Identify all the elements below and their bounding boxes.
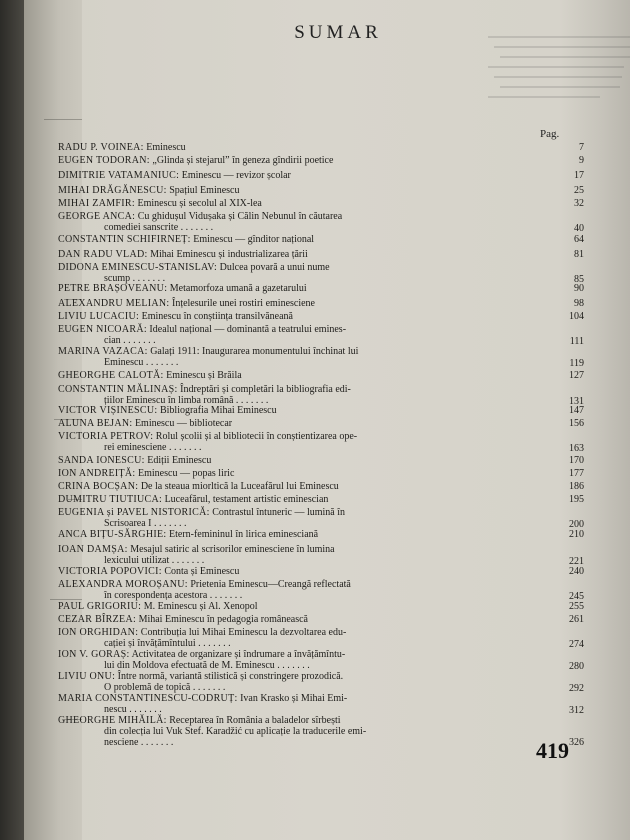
- show-through-line: [500, 86, 620, 88]
- toc-entry: [58, 142, 586, 153]
- toc-entry-author: ANCA BIȚU-SĂRGHIE:: [58, 529, 167, 540]
- toc-entry-page: 163: [569, 443, 584, 454]
- toc-page: [58, 0, 630, 840]
- toc-entry-author: VICTORIA POPOVICI:: [58, 566, 162, 577]
- toc-entry-page: 119: [569, 358, 584, 369]
- toc-entry-page: 17: [574, 170, 584, 181]
- toc-entry: [58, 455, 586, 466]
- toc-entry-page: 90: [574, 283, 584, 294]
- toc-entry-page: 312: [569, 705, 584, 716]
- toc-entry-author: GEORGE ANCA:: [58, 211, 136, 222]
- toc-entry-title: Eminescu în conștiința transilvăneană: [141, 311, 293, 322]
- toc-entry-author: IOAN DAMȘA:: [58, 544, 128, 555]
- toc-entry-title: „Glinda și stejarul” în geneza gîndirii poetice: [152, 155, 334, 166]
- show-through-line: [494, 46, 630, 48]
- toc-entry-page: 147: [569, 405, 584, 416]
- toc-entry: [58, 494, 586, 505]
- toc-entry-page: 25: [574, 185, 584, 196]
- toc-entry-title: Mihai Eminescu și industrializarea țării: [150, 249, 308, 260]
- toc-entry: [58, 170, 586, 181]
- page-title: SUMAR: [294, 22, 382, 43]
- toc-entry-author: MIHAI ZAMFIR:: [58, 198, 135, 209]
- toc-entry: [58, 614, 586, 625]
- toc-entry-page: 186: [569, 481, 584, 492]
- toc-entry-page: 32: [574, 198, 584, 209]
- toc-entry-page: 104: [569, 311, 584, 322]
- toc-entry-title-continued: O problemă de topică . . . . . . .: [104, 682, 226, 693]
- toc-entry-page: 280: [569, 661, 584, 672]
- toc-entry-title-continued: nescu . . . . . . .: [104, 704, 162, 715]
- toc-entry-title: Eminescu și Brăila: [166, 370, 242, 381]
- toc-entry-title-continued: nesciene . . . . . . .: [104, 737, 174, 748]
- toc-entry-author: DAN RADU VLAD:: [58, 249, 148, 260]
- toc-entry-title: Etern-femininul în lirica eminesciană: [168, 529, 319, 540]
- toc-entry-author: ION ANDREIȚĂ:: [58, 468, 136, 479]
- toc-entry-author: CRINA BOCȘAN:: [58, 481, 139, 492]
- toc-entry: [58, 155, 586, 166]
- toc-entry-title: Îndreptări și completări la bibliografia edi-: [180, 384, 351, 395]
- toc-entry-page: 221: [569, 556, 584, 567]
- toc-entry-title-continued: în corespondența acestora . . . . . . .: [104, 590, 243, 601]
- toc-entry-title: Bibliografia Mihai Eminescu: [159, 405, 277, 416]
- toc-entry-author: MARINA VAZACA:: [58, 346, 148, 357]
- toc-entry-title: Spațiul Eminescu: [169, 185, 240, 196]
- toc-entry-author: PAUL GRIGORIU:: [58, 601, 142, 612]
- toc-entry-author: LIVIU LUCACIU:: [58, 311, 140, 322]
- toc-entry: [58, 715, 586, 726]
- toc-entry: [58, 211, 586, 222]
- toc-entry-page: 274: [569, 639, 584, 650]
- toc-entry-author: DIDONA EMINESCU-STANISLAV:: [58, 262, 218, 273]
- toc-entry-author: RADU P. VOINEA:: [58, 142, 144, 153]
- toc-entry: [58, 234, 586, 245]
- toc-entry-author: EUGENIA și PAVEL NISTORICĂ:: [58, 507, 210, 518]
- toc-entry: [58, 649, 586, 660]
- toc-entry: [58, 346, 586, 357]
- toc-entry: [58, 507, 586, 518]
- toc-entry-author: ALEXANDRA MOROȘANU:: [58, 579, 188, 590]
- toc-entry: [58, 384, 586, 395]
- toc-entry-author: DUMITRU TIUTIUCA:: [58, 494, 163, 505]
- toc-entry: [58, 418, 586, 429]
- toc-entry-page: 7: [579, 142, 584, 153]
- toc-entry-page: 64: [574, 234, 584, 245]
- toc-entry-title: Idealul național — dominantă a teatrului emines-: [149, 324, 347, 335]
- toc-entry-title-continued: cian . . . . . . .: [104, 335, 156, 346]
- toc-entry: [58, 262, 586, 273]
- toc-entry: [58, 370, 586, 381]
- toc-entry-title: Eminescu — popas liric: [138, 468, 235, 479]
- toc-entry-author: ALEXANDRU MELIAN:: [58, 298, 170, 309]
- book-spine: [0, 0, 24, 840]
- toc-entry-page: 127: [569, 370, 584, 381]
- toc-entry-author: GHEORGHE CALOTĂ:: [58, 370, 164, 381]
- toc-entry-page: 240: [569, 566, 584, 577]
- toc-entry: [58, 198, 586, 209]
- toc-entry: [58, 529, 586, 540]
- toc-entry: [58, 481, 586, 492]
- toc-entry-page: 326: [569, 737, 584, 748]
- show-through-text: [478, 0, 630, 110]
- toc-entry-title: Receptarea în România a baladelor sîrbești: [169, 715, 341, 726]
- toc-entry-author: EUGEN NICOARĂ:: [58, 324, 147, 335]
- toc-entry-title-continued: scump . . . . . . .: [104, 273, 166, 284]
- toc-entry-page: 156: [569, 418, 584, 429]
- toc-entry-title: Mihai Eminescu în pedagogia românească: [138, 614, 308, 625]
- toc-entry-title: Activitatea de organizare și îndrumare a învățămîntu-: [131, 649, 346, 660]
- toc-entry-page: 200: [569, 519, 584, 530]
- toc-entry-author: VICTORIA PETROV:: [58, 431, 154, 442]
- toc-entry: [58, 671, 586, 682]
- toc-entry: [58, 468, 586, 479]
- toc-entry-author: PETRE BRAȘOVEANU:: [58, 283, 168, 294]
- toc-entry-page: 292: [569, 683, 584, 694]
- toc-entry: [58, 185, 586, 196]
- toc-entry-title: Rolul școlii și al bibliotecii în conștientizarea ope-: [155, 431, 358, 442]
- toc-entry-author: ION V. GORAȘ:: [58, 649, 130, 660]
- toc-entry-title-continued: rei eminesciene . . . . . . .: [104, 442, 202, 453]
- toc-entry-title: Între normă, variantă stilistică și constringere prozodică.: [117, 671, 344, 682]
- toc-entry-title: Eminescu — revizor școlar: [181, 170, 291, 181]
- toc-entry-title-continued: lexicului utilizat . . . . . . .: [104, 555, 205, 566]
- toc-entry-title-continued: Scrisoarea I . . . . . . .: [104, 518, 187, 529]
- toc-entry-title: Metamorfoza umană a gazetarului: [169, 283, 307, 294]
- toc-entry-title: Eminescu și secolul al XIX-lea: [137, 198, 262, 209]
- toc-entry-page: 9: [579, 155, 584, 166]
- toc-entry-author: ION ORGHIDAN:: [58, 627, 139, 638]
- toc-entry-page: 111: [569, 336, 584, 347]
- toc-entry-author: GHEORGHE MIHĂILĂ:: [58, 715, 167, 726]
- page-column-header: Pag.: [540, 128, 560, 140]
- toc-entry-author: CONSTANTIN SCHIFIRNEȚ:: [58, 234, 191, 245]
- toc-entry: [58, 601, 586, 612]
- toc-entry: [58, 544, 586, 555]
- toc-entry-page: 177: [569, 468, 584, 479]
- toc-entry-title: Cu ghidușul Vidușaka și Călin Nebunul în căutarea: [137, 211, 343, 222]
- toc-entry-page: 261: [569, 614, 584, 625]
- toc-entry-author: CEZAR BÎRZEA:: [58, 614, 137, 625]
- toc-entry-author: DIMITRIE VATAMANIUC:: [58, 170, 180, 181]
- toc-entry-page: 98: [574, 298, 584, 309]
- toc-entry-page: 245: [569, 591, 584, 602]
- toc-entry-title: Dulcea povară a unui nume: [219, 262, 330, 273]
- toc-entry: [58, 249, 586, 260]
- toc-entry-page: 40: [574, 223, 584, 234]
- toc-entry-author: MIHAI DRĂGĂNESCU:: [58, 185, 167, 196]
- toc-entry-title-continued: comediei sanscrite . . . . . . .: [104, 222, 214, 233]
- toc-entry-title: Contribuția lui Mihai Eminescu la dezvoltarea edu-: [140, 627, 347, 638]
- toc-entry-title: M. Eminescu și Al. Xenopol: [143, 601, 258, 612]
- toc-entry: [58, 566, 586, 577]
- toc-entry-title: Luceafărul, testament artistic eminescian: [164, 494, 329, 505]
- toc-entry-title: Ediții Eminescu: [147, 455, 212, 466]
- toc-entry-title-continued: din colecția lui Vuk Stef. Karadžić cu aplicație la traducerile emi-: [104, 726, 367, 737]
- toc-entry-author: LIVIU ONU:: [58, 671, 116, 682]
- toc-entry-title: Eminescu — gînditor național: [193, 234, 315, 245]
- toc-entry-title: Conta și Eminescu: [164, 566, 240, 577]
- toc-entry: [58, 405, 586, 416]
- toc-entry-title: Înțelesurile unei rostiri eminesciene: [171, 298, 315, 309]
- toc-entry-page: 85: [574, 274, 584, 285]
- toc-entry-title-continued: lui din Moldova efectuată de M. Eminescu . . . . . . .: [104, 660, 310, 671]
- toc-entry-title: Contrastul întuneric — lumină în: [212, 507, 345, 518]
- page-number: 419: [536, 738, 569, 763]
- toc-entry-author: ALUNA BEJAN:: [58, 418, 133, 429]
- toc-entry-page: 210: [569, 529, 584, 540]
- toc-entry-page: 170: [569, 455, 584, 466]
- toc-entry: [58, 693, 586, 704]
- toc-entry-title: Eminescu: [146, 142, 186, 153]
- toc-entry-page: 195: [569, 494, 584, 505]
- toc-entry: [58, 298, 586, 309]
- toc-entry-title: Eminescu — bibliotecar: [134, 418, 233, 429]
- toc-entry-page: 131: [569, 396, 584, 407]
- toc-entry-title-continued: cației și învățămîntului . . . . . . .: [104, 638, 231, 649]
- toc-entry-title: Ivan Krasko și Mihai Emi-: [240, 693, 348, 704]
- toc-entry: [58, 627, 586, 638]
- toc-entry: [58, 311, 586, 322]
- show-through-line: [488, 96, 600, 98]
- toc-entry-title: Galați 1911: Inaugurarea monumentului închinat lui: [150, 346, 359, 357]
- toc-entry-title: Mesajul satiric al scrisorilor eminesciene în lumina: [130, 544, 335, 555]
- show-through-line: [494, 76, 622, 78]
- toc-entry: [58, 431, 586, 442]
- toc-entry: [58, 324, 586, 335]
- toc-entry-title-continued: Eminescu . . . . . . .: [104, 357, 179, 368]
- toc-entry-page: 81: [574, 249, 584, 260]
- toc-entry-author: SANDA IONESCU:: [58, 455, 145, 466]
- toc-entry-author: EUGEN TODORAN:: [58, 155, 150, 166]
- toc-entry-author: VICTOR VIȘINESCU:: [58, 405, 158, 416]
- toc-entry-title: Prietenia Eminescu—Creangă reflectată: [190, 579, 351, 590]
- toc-entry: [58, 283, 586, 294]
- show-through-line: [488, 66, 624, 68]
- show-through-line: [500, 56, 630, 58]
- toc-entry-author: MARIA CONSTANTINESCU-CODRUȚ:: [58, 693, 238, 704]
- toc-entry-page: 255: [569, 601, 584, 612]
- toc-entry-author: CONSTANTIN MĂLINAȘ:: [58, 384, 178, 395]
- toc-entry-title: De la steaua miorltică la Luceafărul lui Eminescu: [140, 481, 339, 492]
- toc-entry-title-continued: țiilor Eminescu în limba română . . . . . . .: [104, 395, 269, 406]
- toc-entry: [58, 579, 586, 590]
